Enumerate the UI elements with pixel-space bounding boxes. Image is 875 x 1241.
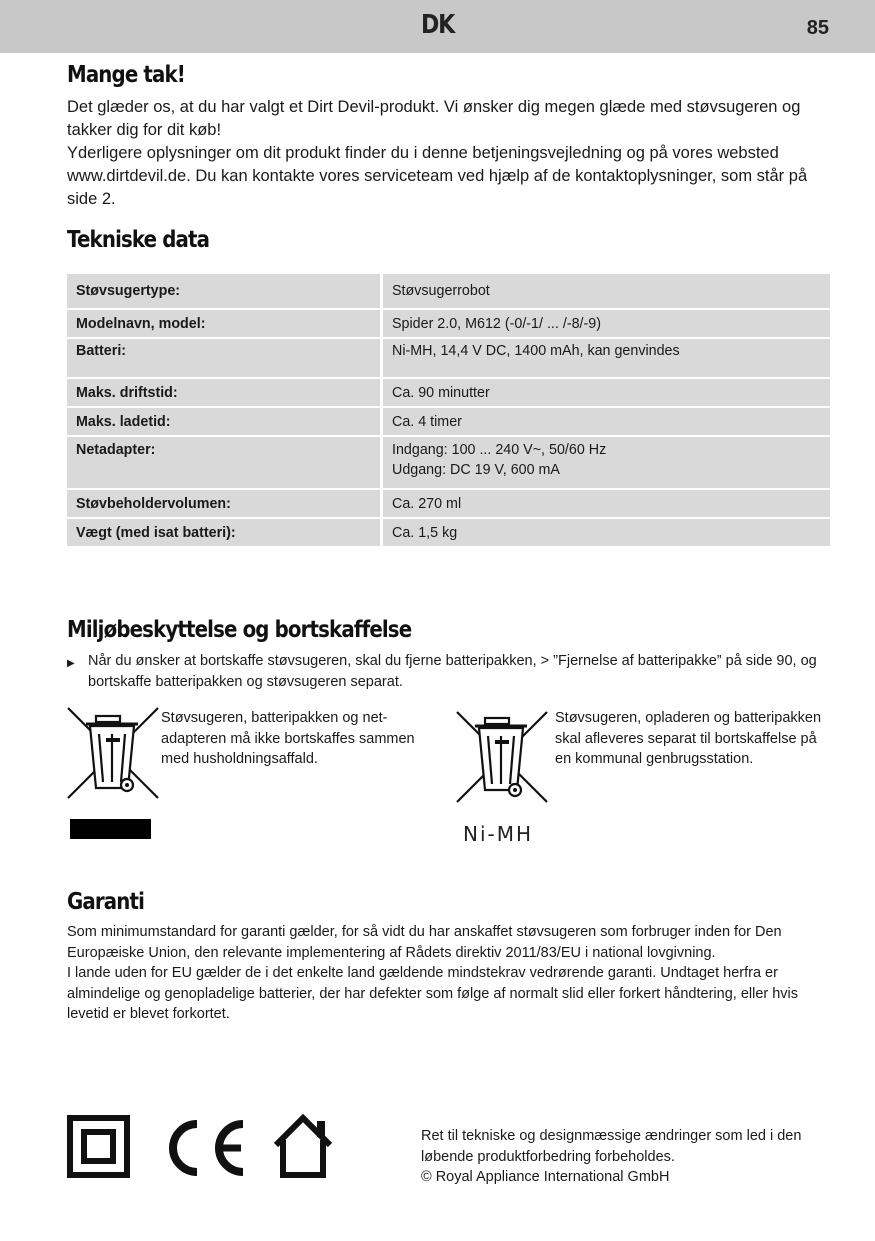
spec-label: Netadapter: bbox=[67, 437, 383, 488]
disposal-bullet bbox=[67, 651, 831, 693]
bin2-text: Støvsugeren, opladeren og batteripakken skal afleveres separat til bortskaffelse på en kommunal genbrugsstation. bbox=[555, 710, 822, 767]
table-row bbox=[67, 437, 830, 488]
spec-value: Ca. 4 timer bbox=[383, 408, 830, 435]
thanks-text-2: Yderligere oplysninger om dit produkt finder du i denne betjeningsvejledning og på vores websted www.dirtdevil.de. Du kan kontakte vores serviceteam ved hjælp af de kontaktoplysninger, som står på side 2. bbox=[67, 144, 808, 208]
table-row bbox=[67, 310, 830, 337]
warranty-paragraph bbox=[67, 922, 831, 1025]
tech-heading: Tekniske data bbox=[67, 227, 210, 253]
spec-label: Maks. ladetid: bbox=[67, 408, 383, 435]
warranty-text-2: I lande uden for EU gælder de i det enkelte land gældende mindstekrav vedrørende garanti. Undtaget herfra er almindelige og genopladelige batterier, der har defekter som følge af normalt slid eller forkert håndtering, eller hvis levetid er blevet forkortet. bbox=[67, 965, 799, 1022]
environment-heading: Miljøbeskyttelse og bortskaffelse bbox=[67, 617, 412, 643]
spec-value-line-1: Indgang: 100 ... 240 V~, 50/60 Hz bbox=[392, 442, 607, 458]
spec-value: Ca. 90 minutter bbox=[383, 379, 830, 406]
spec-label: Vægt (med isat batteri): bbox=[67, 519, 383, 546]
bullet-arrow-icon: ▶ bbox=[67, 658, 75, 669]
spec-value: Støvsugerrobot bbox=[383, 274, 830, 308]
warranty-text-1: Som minimumstandard for garanti gælder, for så vidt du har anskaffet støvsugeren som forbruger inden for Den Europæiske Union, den relevante implementering af Rådets direktiv 2011/83/EU i national lovgivning. bbox=[67, 924, 782, 961]
spec-label: Batteri: bbox=[67, 339, 383, 377]
spec-value: Ca. 270 ml bbox=[383, 490, 830, 517]
spec-value-line-2: Udgang: DC 19 V, 600 mA bbox=[392, 462, 560, 478]
warranty-heading: Garanti bbox=[67, 889, 144, 915]
spec-value: Ca. 1,5 kg bbox=[383, 519, 830, 546]
page-number: 85 bbox=[806, 17, 829, 39]
table-row bbox=[67, 490, 830, 517]
spec-label: Maks. driftstid: bbox=[67, 379, 383, 406]
spec-value bbox=[383, 437, 830, 488]
weee-bin-icon bbox=[66, 706, 160, 800]
bin1-text: Støvsugeren, batteripakken og netadapteren må ikke bortskaffes sammen med husholdningsaffald. bbox=[161, 710, 415, 767]
footer-text bbox=[421, 1126, 841, 1188]
table-row bbox=[67, 408, 830, 435]
table-row bbox=[67, 379, 830, 406]
class-2-insulation-icon bbox=[67, 1115, 130, 1178]
disposal-bullet-text: Når du ønsker at bortskaffe støvsugeren, skal du fjerne batteripakken, > ”Fjernelse af batteripakke” på side 90, og bortskaffe batteripakken og støvsugeren separat. bbox=[88, 653, 817, 690]
language-code: DK bbox=[421, 10, 454, 40]
weee-bin-battery-icon bbox=[455, 710, 549, 804]
spec-label: Modelnavn, model: bbox=[67, 310, 383, 337]
spec-label: Støvbeholdervolumen: bbox=[67, 490, 383, 517]
spec-value: Ni-MH, 14,4 V DC, 1400 mAh, kan genvindes bbox=[383, 339, 830, 377]
table-row bbox=[67, 274, 830, 308]
footer-line-2: © Royal Appliance International GmbH bbox=[421, 1169, 670, 1185]
battery-type-label: Ni-MH bbox=[463, 822, 534, 846]
table-row bbox=[67, 519, 830, 546]
tech-table bbox=[67, 272, 830, 548]
spec-value: Spider 2.0, M612 (-0/-1/ ... /-8/-9) bbox=[383, 310, 830, 337]
ce-mark-icon bbox=[161, 1118, 251, 1178]
separate-collection-bar bbox=[70, 819, 151, 839]
footer-line-1: Ret til tekniske og designmæssige ændringer som led i den løbende produktforbedring forbeholdes. bbox=[421, 1128, 802, 1165]
spec-label: Støvsugertype: bbox=[67, 274, 383, 308]
indoor-use-icon bbox=[270, 1113, 336, 1179]
thanks-paragraph bbox=[67, 96, 831, 211]
thanks-heading: Mange tak! bbox=[67, 62, 185, 88]
table-row bbox=[67, 339, 830, 377]
thanks-text-1: Det glæder os, at du har valgt et Dirt Devil-produkt. Vi ønsker dig megen glæde med støvsugeren og takker dig for dit køb! bbox=[67, 98, 801, 139]
